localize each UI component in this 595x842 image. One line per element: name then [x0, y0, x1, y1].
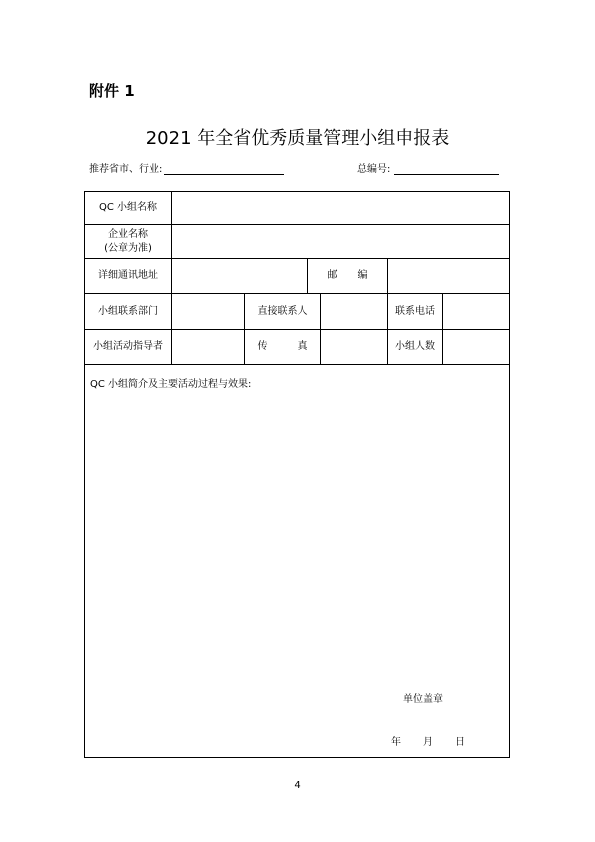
- member-count-input[interactable]: [443, 330, 509, 364]
- department-label: 小组联系部门: [98, 305, 158, 317]
- member-count-label: 小组人数: [395, 341, 435, 353]
- serial-label: 总编号:: [357, 164, 391, 175]
- advisor-label: 小组活动指导者: [93, 341, 163, 353]
- postcode-input[interactable]: [388, 259, 509, 293]
- recommender-label: 推荐省市、行业:: [89, 164, 163, 175]
- page-number: 4: [294, 780, 301, 791]
- company-name-label: [85, 225, 171, 258]
- intro-text-area[interactable]: [86, 392, 508, 682]
- recommender-field: [89, 160, 284, 175]
- serial-blank[interactable]: [394, 164, 499, 175]
- company-name-input[interactable]: [172, 225, 509, 258]
- attachment-label: 附件 1: [89, 82, 135, 100]
- seal-label: 单位盖章: [403, 694, 443, 705]
- recommender-blank[interactable]: [164, 164, 284, 175]
- application-form-table: [84, 191, 510, 758]
- contact-person-input[interactable]: [321, 294, 387, 329]
- address-input[interactable]: [172, 259, 307, 293]
- page-title: 2021 年全省优秀质量管理小组申报表: [145, 128, 450, 149]
- phone-input[interactable]: [443, 294, 509, 329]
- serial-field: [357, 160, 499, 175]
- advisor-input[interactable]: [172, 330, 244, 364]
- fax-label: 传 真: [257, 341, 308, 353]
- intro-label: QC 小组简介及主要活动过程与效果:: [90, 379, 252, 390]
- phone-label: 联系电话: [395, 305, 435, 317]
- date-year: 年: [391, 737, 401, 748]
- date-day: 日: [455, 737, 465, 748]
- date-month: 月: [423, 737, 433, 748]
- fax-input[interactable]: [321, 330, 387, 364]
- company-name-text: 企业名称: [108, 229, 148, 240]
- qc-group-name-label: QC 小组名称: [98, 202, 158, 214]
- qc-group-name-input[interactable]: [172, 192, 509, 224]
- row-divider: [85, 364, 509, 365]
- company-name-note: (公章为准): [104, 242, 152, 254]
- department-input[interactable]: [172, 294, 244, 329]
- contact-person-label: 直接联系人: [257, 305, 308, 317]
- postcode-label: 邮 编: [327, 270, 368, 282]
- address-label: 详细通讯地址: [98, 270, 158, 282]
